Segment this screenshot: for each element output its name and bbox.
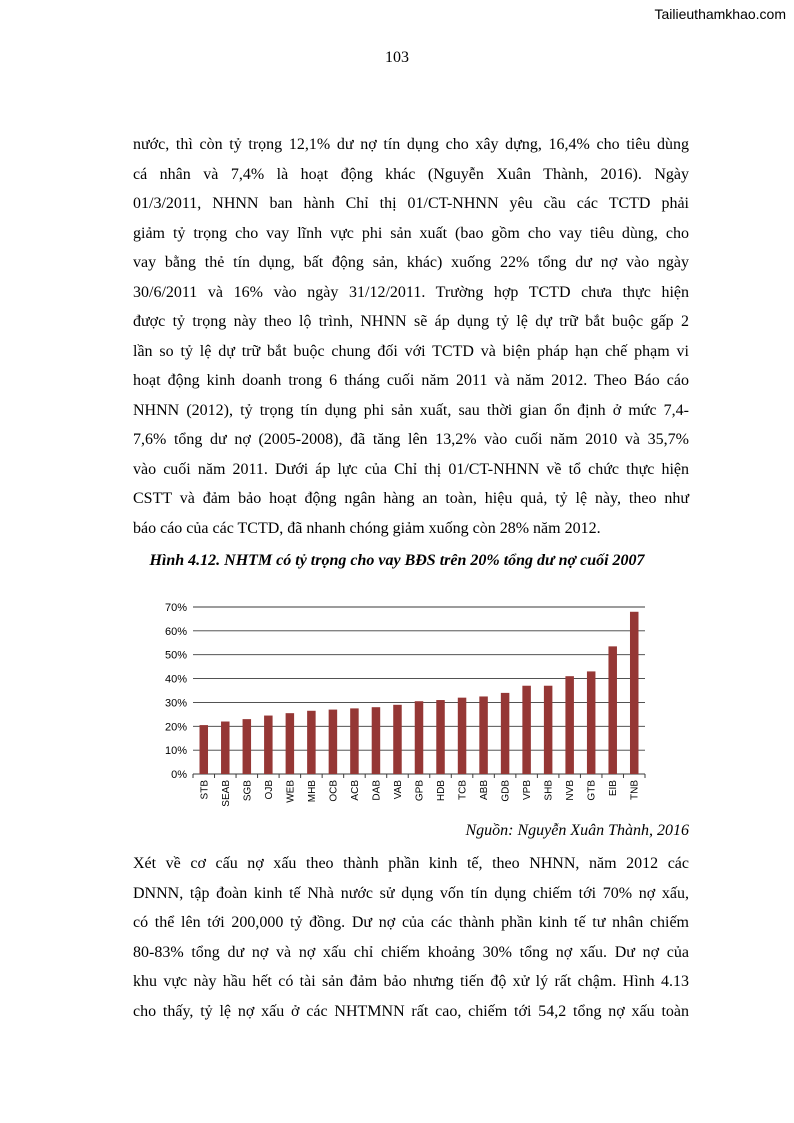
text-line: cá nhân và 7,4% là hoạt động khác (Nguyễn Xuân Thành, 2016). Ngày — [133, 165, 689, 183]
figure-source: Nguồn: Nguyễn Xuân Thành, 2016 — [465, 822, 689, 839]
x-tick-label: HDB — [436, 780, 448, 802]
bar-ojb — [264, 716, 273, 774]
bar-stb — [200, 725, 209, 774]
x-tick-label: GPB — [414, 780, 426, 802]
bar-eib — [608, 646, 617, 774]
bar-shb — [544, 686, 553, 774]
bar-vpb — [522, 686, 531, 774]
x-tick-label: VAB — [392, 780, 404, 800]
bar-tnb — [630, 612, 639, 774]
text-line: có thể lên tới 200,000 tỷ đồng. Dư nợ của các thành phần kinh tế tư nhân chiếm — [133, 914, 689, 931]
bar-web — [286, 713, 295, 774]
bar-seab — [221, 722, 230, 774]
x-tick-label: NVB — [565, 780, 577, 801]
x-tick-label: ABB — [479, 780, 491, 801]
x-tick-label: SHB — [543, 780, 555, 801]
text-line: NHNN (2012), tỷ trọng tín dụng phi sản xuất, sau thời gian ổn định ở mức 7,4- — [133, 401, 689, 419]
text-line: được tỷ trọng này theo lộ trình, NHNN sẽ áp dụng tỷ lệ dự trữ bắt buộc gấp 2 — [133, 313, 689, 330]
y-tick-label: 50% — [164, 649, 187, 662]
x-tick-label: TNB — [629, 780, 641, 800]
watermark: Tailieuthamkhao.com — [654, 6, 786, 22]
page-number: 103 — [385, 49, 409, 66]
x-tick-label: ACB — [349, 780, 361, 801]
x-tick-label: OCB — [328, 780, 340, 802]
text-line: nước, thì còn tỷ trọng 12,1% dư nợ tín dụng cho xây dựng, 16,4% cho tiêu dùng — [133, 136, 689, 153]
text-line: DNNN, tập đoàn kinh tế Nhà nước sử dụng vốn tín dụng chiếm tới 70% nợ xấu, — [133, 884, 689, 902]
x-tick-label: SEAB — [220, 780, 232, 807]
bar-acb — [350, 708, 359, 774]
x-tick-label: TCB — [457, 780, 469, 800]
bar-ocb — [329, 710, 338, 774]
text-line: vào cuối năm 2011. Dưới áp lực của Chỉ thị 01/CT-NHNN về tổ chức thực hiện — [133, 460, 689, 478]
bar-gdb — [501, 693, 510, 774]
y-tick-label: 70% — [164, 602, 187, 614]
text-line: giảm tỷ trọng cho vay lĩnh vực phi sản xuất (bao gồm cho vay tiêu dùng, cho — [133, 224, 689, 242]
paragraph-2 — [133, 849, 689, 1026]
text-line: vay bằng thẻ tín dụng, bất động sản, khác) xuống 22% tổng dư nợ vào ngày — [133, 254, 689, 271]
text-line: cho thấy, tỷ lệ nợ xấu ở các NHTMNN rất cao, chiếm tới 54,2 tổng nợ xấu toàn — [133, 1002, 689, 1020]
text-line: khu vực này hầu hết có tài sản đảm bảo nhưng tiến độ xử lý rất chậm. Hình 4.13 — [133, 973, 689, 990]
bar-chart — [150, 595, 660, 817]
y-tick-label: 60% — [164, 625, 187, 638]
text-line: lần so tỷ lệ dự trữ bắt buộc chung đối với TCTD và biện pháp hạn chế phạm vi — [133, 342, 689, 360]
text-line: 80-83% tổng dư nợ và nợ xấu chỉ chiếm khoảng 30% tổng nợ xấu. Dư nợ của — [133, 943, 689, 961]
bar-gpb — [415, 701, 424, 774]
x-tick-label: GTB — [586, 780, 598, 801]
text-line: 01/3/2011, NHNN ban hành Chỉ thị 01/CT-NHNN yêu cầu các TCTD phải — [133, 195, 689, 212]
y-tick-label: 40% — [164, 673, 187, 686]
y-tick-label: 30% — [164, 697, 187, 710]
x-tick-label: WEB — [285, 780, 297, 803]
text-line: 7,6% tổng dư nợ (2005-2008), đã tăng lên 13,2% vào cuối năm 2010 và 35,7% — [133, 431, 689, 448]
bar-dab — [372, 707, 381, 774]
bar-tcb — [458, 698, 467, 774]
bar-abb — [479, 696, 488, 774]
y-tick-label: 20% — [164, 721, 187, 734]
x-tick-label: MHB — [306, 780, 318, 803]
text-line: CSTT và đảm bảo hoạt động ngân hàng an toàn, hiệu quả, tỷ lệ này, theo như — [133, 490, 689, 507]
bar-hdb — [436, 700, 445, 774]
text-line: báo cáo của các TCTD, đã nhanh chóng giảm xuống còn 28% năm 2012. — [133, 519, 601, 537]
bar-nvb — [565, 676, 574, 774]
bar-vab — [393, 705, 402, 774]
x-tick-label: SGB — [242, 780, 254, 802]
paragraph-1 — [133, 130, 689, 543]
x-tick-label: GDB — [500, 780, 512, 802]
x-tick-label: STB — [199, 780, 211, 800]
x-tick-label: VPB — [522, 780, 534, 801]
bar-sgb — [243, 719, 252, 774]
y-tick-label: 0% — [171, 769, 187, 781]
text-line: hoạt động kinh doanh trong 6 tháng cuối năm 2011 và năm 2012. Theo Báo cáo — [133, 372, 689, 389]
x-tick-label: DAB — [371, 780, 383, 801]
bar-gtb — [587, 671, 596, 774]
figure-caption: Hình 4.12. NHTM có tỷ trọng cho vay BĐS trên 20% tổng dư nợ cuối 2007 — [149, 552, 645, 569]
text-line: Xét về cơ cấu nợ xấu theo thành phần kinh tế, theo NHNN, năm 2012 các — [133, 855, 689, 872]
bar-mhb — [307, 711, 316, 774]
x-tick-label: OJB — [263, 780, 275, 800]
text-line: 30/6/2011 và 16% vào ngày 31/12/2011. Trường hợp TCTD chưa thực hiện — [133, 283, 689, 301]
x-tick-label: EIB — [608, 780, 620, 797]
y-tick-label: 10% — [164, 745, 187, 758]
